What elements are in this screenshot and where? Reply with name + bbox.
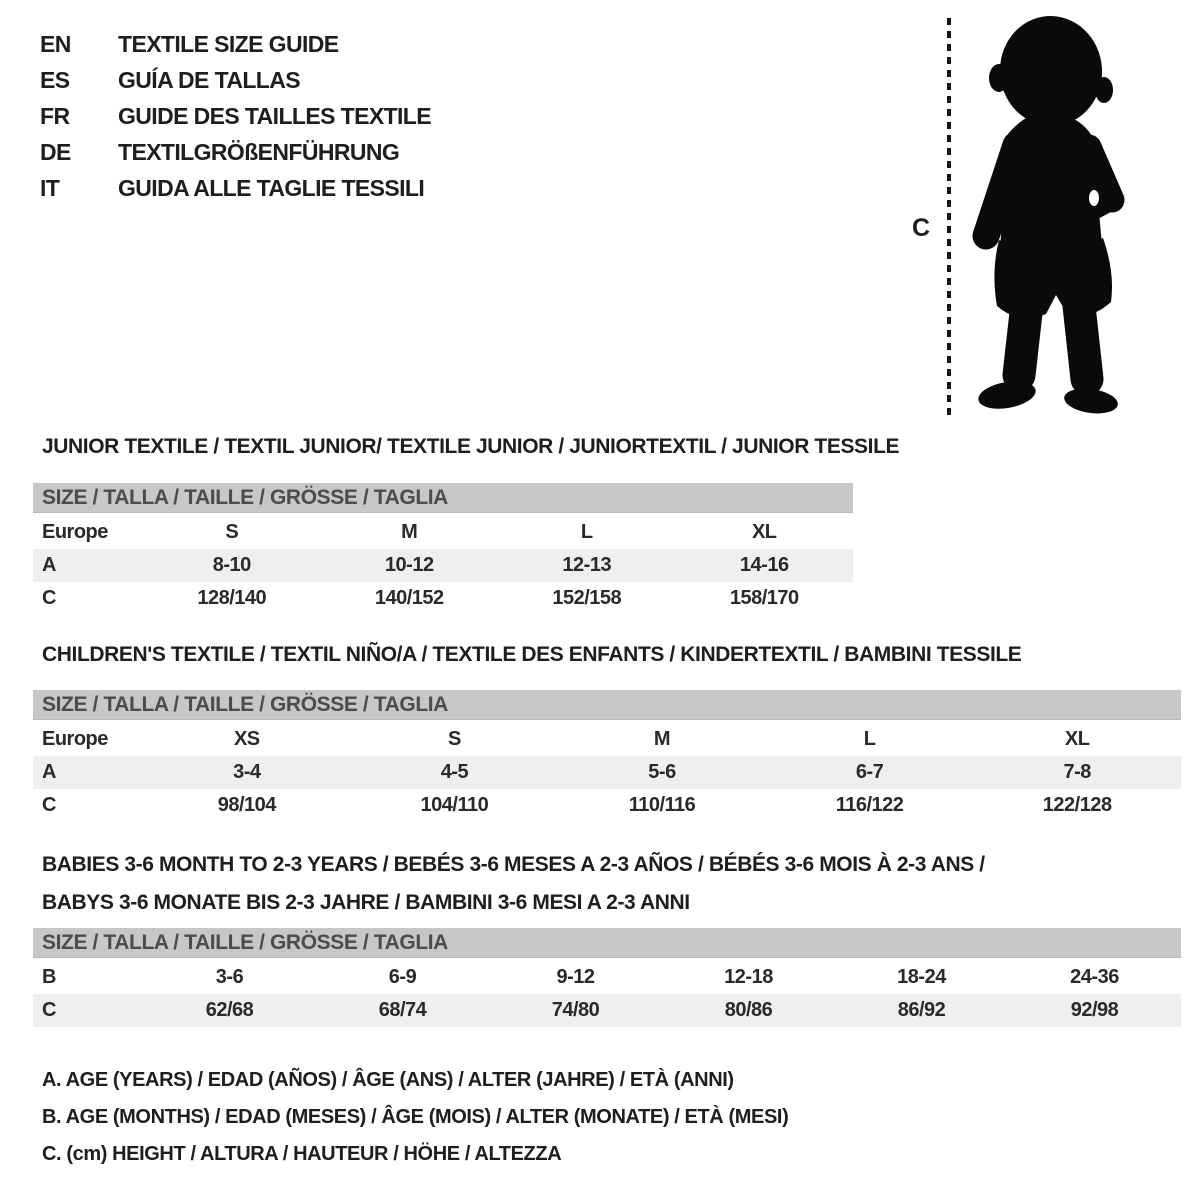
language-code: FR	[40, 102, 70, 129]
language-title: GUIDA ALLE TAGLIE TESSILI	[118, 174, 425, 201]
language-row	[40, 62, 431, 98]
footnote-legend	[42, 1062, 788, 1173]
row-label: C	[42, 587, 56, 609]
footnote-b: B. AGE (MONTHS) / EDAD (MESES) / ÂGE (MOIS) / ALTER (MONATE) / ETÀ (MESI)	[42, 1106, 789, 1128]
table-cell: XL	[1064, 728, 1090, 750]
table-cell: 12-13	[562, 554, 612, 576]
row-label: C	[42, 794, 56, 816]
language-title: TEXTILE SIZE GUIDE	[118, 30, 339, 57]
size-header-bar: SIZE / TALLA / TAILLE / GRÖSSE / TAGLIA	[33, 483, 853, 513]
table-row-age-months	[33, 961, 1181, 994]
table-cell: 7-8	[1063, 761, 1091, 783]
table-cell: 98/104	[217, 794, 276, 816]
size-header-bar: SIZE / TALLA / TAILLE / GRÖSSE / TAGLIA	[33, 928, 1181, 958]
table-cell: 3-6	[215, 966, 244, 988]
table-cell: 140/152	[374, 587, 444, 609]
table-cell: 92/98	[1070, 999, 1119, 1021]
table-cell: 110/116	[628, 794, 696, 816]
table-cell: 74/80	[551, 999, 600, 1021]
babies-section-title	[42, 846, 985, 922]
babies-size-table	[33, 928, 1181, 1027]
table-row-height	[33, 994, 1181, 1027]
table-cell: 80/86	[724, 999, 773, 1021]
table-cell: 62/68	[205, 999, 254, 1021]
row-label: A	[42, 554, 56, 576]
language-row	[40, 134, 431, 170]
language-title: GUIDE DES TAILLES TEXTILE	[118, 102, 431, 129]
language-code: DE	[40, 138, 71, 165]
language-title: GUÍA DE TALLAS	[118, 66, 300, 93]
table-row-height	[33, 582, 853, 615]
table-cell: 152/158	[552, 587, 622, 609]
table-cell: S	[447, 728, 461, 750]
height-dashed-line	[947, 18, 951, 416]
table-cell: 116/122	[835, 794, 904, 816]
row-label: B	[42, 966, 56, 988]
table-cell: 14-16	[739, 554, 789, 576]
table-cell: M	[653, 728, 671, 750]
table-row-height	[33, 789, 1181, 822]
table-row-age	[33, 549, 853, 582]
row-label: Europe	[42, 521, 108, 543]
table-cell: 8-10	[212, 554, 251, 576]
language-title: TEXTILGRÖßENFÜHRUNG	[118, 138, 400, 165]
language-code: ES	[40, 66, 70, 93]
table-cell: 6-7	[855, 761, 884, 783]
row-label: Europe	[42, 728, 108, 750]
table-row-europe	[33, 516, 853, 549]
table-cell: 18-24	[897, 966, 946, 988]
table-cell: 10-12	[384, 554, 434, 576]
language-code: EN	[40, 30, 71, 57]
table-cell: L	[863, 728, 876, 750]
language-row	[40, 26, 431, 62]
babies-title-line1: BABIES 3-6 MONTH TO 2-3 YEARS / BEBÉS 3-6 MESES A 2-3 AÑOS / BÉBÉS 3-6 MOIS À 2-3 ANS /	[42, 853, 985, 876]
table-cell: XL	[751, 521, 777, 543]
table-row-europe	[33, 723, 1181, 756]
toddler-silhouette-icon	[963, 14, 1139, 418]
language-row	[40, 98, 431, 134]
row-label: C	[42, 999, 56, 1021]
babies-title-line2: BABYS 3-6 MONATE BIS 2-3 JAHRE / BAMBINI 3-6 MESI A 2-3 ANNI	[42, 891, 690, 914]
table-cell: XS	[233, 728, 260, 750]
children-section-title: CHILDREN'S TEXTILE / TEXTIL NIÑO/A / TEXTILE DES ENFANTS / KINDERTEXTIL / BAMBINI TESSILE	[42, 643, 1022, 666]
table-cell: 3-4	[233, 761, 261, 783]
table-cell: 12-18	[724, 966, 773, 988]
table-cell: 5-6	[648, 761, 676, 783]
table-cell: 122/128	[1042, 794, 1112, 816]
table-cell: L	[580, 521, 593, 543]
table-cell: 86/92	[897, 999, 946, 1021]
language-list	[40, 26, 431, 206]
table-cell: 6-9	[388, 966, 417, 988]
table-cell: M	[401, 521, 418, 543]
junior-section-title: JUNIOR TEXTILE / TEXTIL JUNIOR/ TEXTILE JUNIOR / JUNIORTEXTIL / JUNIOR TESSILE	[42, 435, 900, 458]
height-measure-label: C	[912, 214, 931, 242]
table-cell: 158/170	[729, 587, 799, 609]
footnote-c: C. (cm) HEIGHT / ALTURA / HAUTEUR / HÖHE / ALTEZZA	[42, 1143, 562, 1165]
language-code: IT	[40, 174, 60, 201]
table-cell: 4-5	[440, 761, 469, 783]
table-cell: S	[225, 521, 239, 543]
row-label: A	[42, 761, 56, 783]
table-cell: 24-36	[1070, 966, 1119, 988]
table-cell: 104/110	[420, 794, 489, 816]
footnote-a: A. AGE (YEARS) / EDAD (AÑOS) / ÂGE (ANS) / ALTER (JAHRE) / ETÀ (ANNI)	[42, 1069, 734, 1091]
table-cell: 128/140	[197, 587, 267, 609]
language-row	[40, 170, 431, 206]
size-header-bar: SIZE / TALLA / TAILLE / GRÖSSE / TAGLIA	[33, 690, 1181, 720]
junior-size-table	[33, 483, 853, 615]
children-size-table	[33, 690, 1181, 822]
table-cell: 9-12	[556, 966, 595, 988]
table-cell: 68/74	[378, 999, 427, 1021]
table-row-age	[33, 756, 1181, 789]
